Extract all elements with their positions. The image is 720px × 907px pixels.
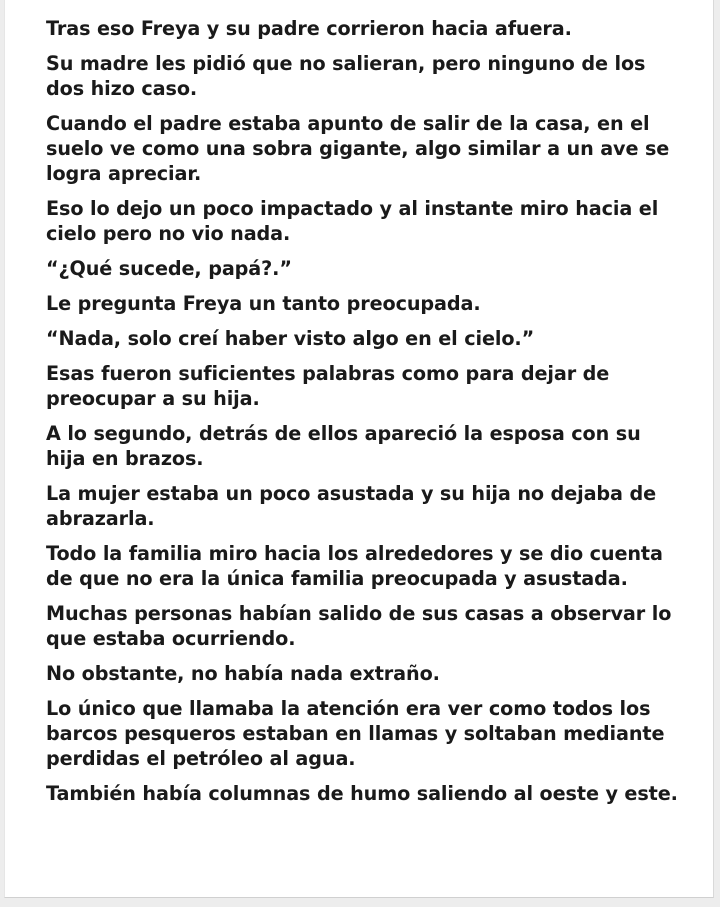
paragraph: Tras eso Freya y su padre corrieron hacia afuera. — [46, 17, 572, 40]
paragraph: No obstante, no había nada extraño. — [46, 662, 440, 685]
paragraph: También había columnas de humo saliendo al oeste y este. — [46, 782, 678, 805]
paragraph: Lo único que llamaba la atención era ver como todos los barcos pesqueros estaban en llamas y soltaban mediante perdidas el petróleo al agua. — [46, 697, 665, 770]
paragraph: Le pregunta Freya un tanto preocupada. — [46, 292, 481, 315]
paragraph: A lo segundo, detrás de ellos apareció la esposa con su hija en brazos. — [46, 422, 641, 470]
document-body — [46, 16, 686, 816]
paragraph: Su madre les pidió que no salieran, pero ninguno de los dos hizo caso. — [46, 52, 646, 100]
paragraph: “Nada, solo creí haber visto algo en el cielo.” — [46, 327, 535, 350]
paragraph: Eso lo dejo un poco impactado y al instante miro hacia el cielo pero no vio nada. — [46, 197, 659, 245]
paragraph: Esas fueron suficientes palabras como para dejar de preocupar a su hija. — [46, 362, 610, 410]
paragraph: Todo la familia miro hacia los alrededores y se dio cuenta de que no era la única familia preocupada y asustada. — [46, 542, 663, 590]
document-page — [4, 0, 714, 898]
paragraph: La mujer estaba un poco asustada y su hija no dejaba de abrazarla. — [46, 482, 657, 530]
paragraph: Cuando el padre estaba apunto de salir de la casa, en el suelo ve como una sobra gigante, algo similar a un ave se logra apreciar. — [46, 112, 670, 185]
paragraph: “¿Qué sucede, papá?.” — [46, 257, 292, 280]
paragraph: Muchas personas habían salido de sus casas a observar lo que estaba ocurriendo. — [46, 602, 672, 650]
